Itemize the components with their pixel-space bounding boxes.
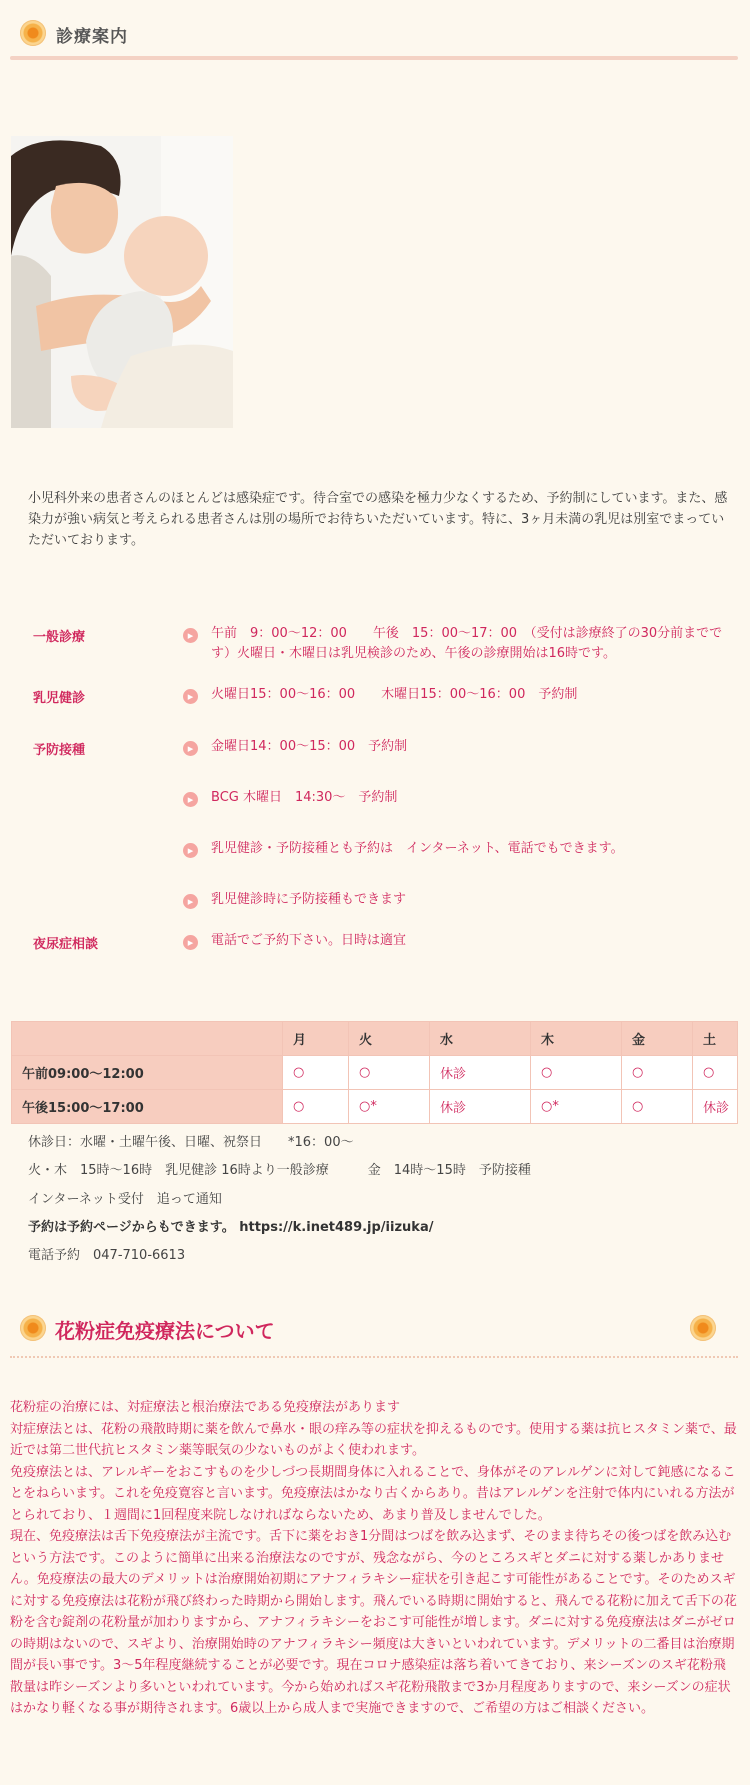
pollen-paragraph: 免疫療法とは、アレルギーをおこすものを少しづつ長期間身体に入れることで、身体がそのアレルゲンに対して鈍感になることをねらいます。これを免疫寛容と言います。免疫療法はかなり古くからあり。昔はアレルゲンを注射で体内にいれる方法がとられており、１週間に1回程度来院しなければならないため、あまり普及しませんでした。 [10, 1464, 736, 1523]
section-title: 診療案内 [56, 27, 128, 47]
table-corner [12, 1022, 283, 1056]
table-cell: ○* [349, 1090, 430, 1124]
row-label: 午後15:00～17:00 [12, 1090, 283, 1124]
arrow-right-icon: ▸ [183, 792, 198, 807]
arrow-right-icon: ▸ [183, 689, 198, 704]
table-row [12, 1090, 738, 1124]
day-header: 木 [531, 1022, 622, 1056]
label-infant-checkup: 乳児健診 [33, 691, 86, 706]
table-cell: ○ [531, 1056, 622, 1090]
vaccination-text-4: 乳児健診時に予防接種もできます [211, 892, 407, 907]
label-enuresis: 夜尿症相談 [33, 937, 99, 952]
table-cell: ○ [622, 1090, 693, 1124]
vaccination-text-3: 乳児健診・予防接種とも予約は インターネット、電話でもできます。 [211, 841, 624, 856]
table-cell: ○* [531, 1090, 622, 1124]
vaccination-text-1: 金曜日14：00～15：00 予約制 [211, 739, 408, 754]
table-cell: ○ [693, 1056, 738, 1090]
internet-note: インターネット受付 追って通知 [28, 1192, 222, 1207]
label-general: 一般診療 [33, 630, 86, 645]
arrow-right-icon: ▸ [183, 894, 198, 909]
day-header: 火 [349, 1022, 430, 1056]
enuresis-text: 電話でご予約下さい。日時は適宜 [211, 933, 407, 948]
table-cell: ○ [283, 1090, 349, 1124]
phone-note: 電話予約 047-710-6613 [28, 1248, 186, 1263]
table-cell: 休診 [430, 1090, 531, 1124]
table-cell: ○ [622, 1056, 693, 1090]
table-cell: 休診 [430, 1056, 531, 1090]
general-hours-text: 午前 9：00～12：00 午後 15：00～17：00 （受付は診療終了の30分前までです）火曜日・木曜日は乳児検診のため、午後の診療開始は16時です。 [211, 626, 723, 661]
table-cell: ○ [283, 1056, 349, 1090]
closed-days-note: 休診日：水曜・土曜午後、日曜、祝祭日 *16：00～ [28, 1135, 354, 1150]
reservation-link[interactable]: 予約は予約ページからもできます。 https://k.inet489.jp/iizuka/ [28, 1220, 434, 1235]
table-cell: ○ [349, 1056, 430, 1090]
day-header: 金 [622, 1022, 693, 1056]
arrow-right-icon: ▸ [183, 843, 198, 858]
label-vaccination: 予防接種 [33, 743, 86, 758]
day-header: 水 [430, 1022, 531, 1056]
day-header: 土 [693, 1022, 738, 1056]
pollen-paragraph: 現在、免疫療法は舌下免疫療法が主流です。舌下に薬をおき1分間はつばを飲み込まず、そのまま待ちその後つばを飲み込むという方法です。このように簡単に出来る治療法なのですが、残念ながら、今のところスギとダニに対する薬しかありません。免疫療法の最大のデメリットは治療開始初期にアナフィラキシー症状を引き起こす可能性があることです。そのためスギに対する免疫療法は花粉が飛び終わった時期から開始します。飛んでいる時期に開始すると、飛んでる花粉に加えて舌下の花粉を含む錠剤の花粉量が加わりますから、アナフィラキシーをおこす可能性が増します。ダニに対する免疫療法はダニがゼロの時期はないので、スギより、治療開始時のアナフィラキシー頻度は大きいといわれています。デメリットの二番目は治療期間が長い事です。3～5年程度継続することが必要です。現在コロナ感染症は落ち着いてきており、来シーズンのスギ花粉飛散量は昨シーズンより多いといわれています。今から始めればスギ花粉飛散まで3か月程度ありますので、来シーズンの症状はかなり軽くなる事が期待されます。6歳以上から成人まで実施できますので、ご希望の方はご相談ください。 [10, 1529, 737, 1716]
dotted-divider [10, 1356, 738, 1358]
row-label: 午前09:00～12:00 [12, 1056, 283, 1090]
section-header-consultation [0, 0, 750, 64]
flower-icon [690, 1315, 716, 1341]
day-header: 月 [283, 1022, 349, 1056]
table-cell: 休診 [693, 1090, 738, 1124]
divider [10, 56, 738, 60]
arrow-right-icon: ▸ [183, 935, 198, 950]
table-header-row [12, 1022, 738, 1056]
arrow-right-icon: ▸ [183, 628, 198, 643]
arrow-right-icon: ▸ [183, 741, 198, 756]
pollen-article [10, 1397, 738, 1720]
section-title-pollen: 花粉症免疫療法について [55, 1319, 275, 1343]
vaccination-text-2: BCG 木曜日 14:30～ 予約制 [211, 790, 398, 805]
table-row [12, 1056, 738, 1090]
pollen-paragraph: 対症療法とは、花粉の飛散時期に薬を飲んで鼻水・眼の痒み等の症状を抑えるものです。使用する薬は抗ヒスタミン薬で、最近では第二世代抗ヒスタミン薬等眠気の少ないものがよく使われます。 [10, 1421, 737, 1458]
tue-thu-note: 火・木 15時～16時 乳児健診 16時より一般診療 金 14時～15時 予防接種 [28, 1163, 531, 1178]
mother-baby-photo [11, 136, 233, 428]
intro-text: 小児科外来の患者さんのほとんどは感染症です。待合室での感染を極力少なくするため、予約制にしています。また、感染力が強い病気と考えられる患者さんは別の場所でお待ちいただいています。特に、3ヶ月未満の乳児は別室でまっていただいております。 [28, 491, 728, 548]
hours-table [11, 1021, 738, 1124]
pollen-paragraph: 花粉症の治療には、対症療法と根治療法である免疫療法があります [10, 1400, 401, 1415]
flower-icon [20, 1315, 46, 1341]
infant-checkup-text: 火曜日15：00～16：00 木曜日15：00～16：00 予約制 [211, 687, 578, 702]
flower-icon [20, 20, 46, 46]
